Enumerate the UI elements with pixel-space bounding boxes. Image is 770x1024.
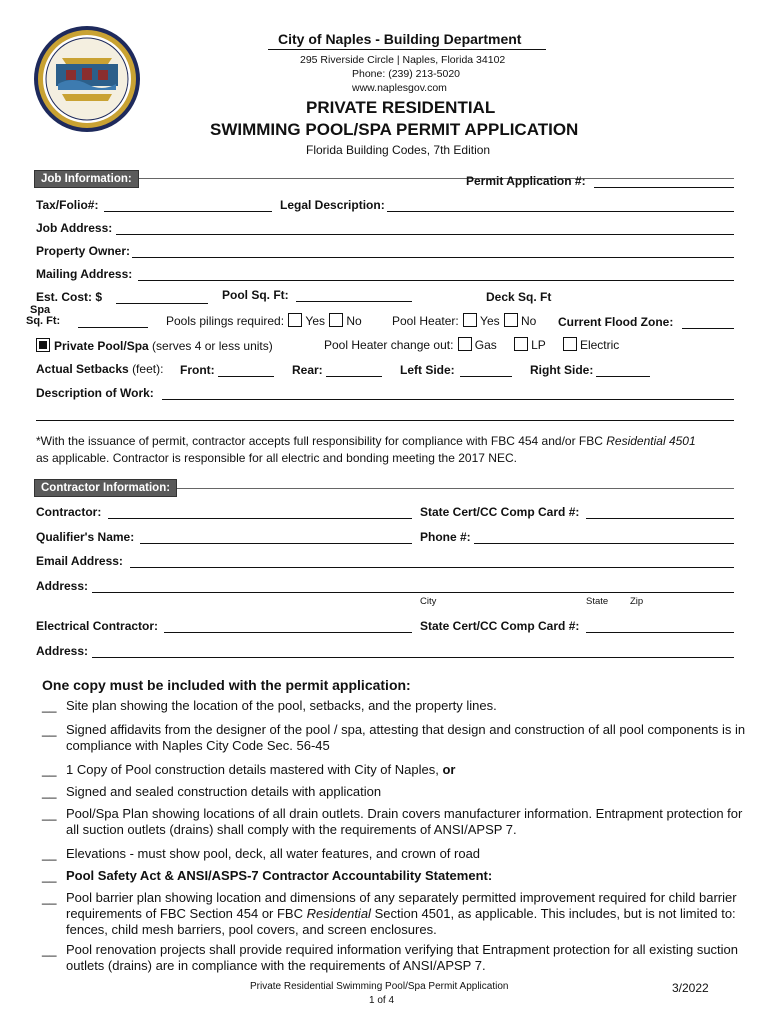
footer-title: Private Residential Swimming Pool/Spa Permit Application (250, 981, 509, 992)
form-title-line2: SWIMMING POOL/SPA PERMIT APPLICATION (210, 120, 579, 139)
description-label: Description of Work: (36, 386, 154, 400)
phone-label: Phone #: (420, 530, 471, 544)
pool-sqft-label: Pool Sq. Ft: (222, 288, 289, 302)
legal-description-field[interactable] (387, 211, 734, 212)
notice-text-a: *With the issuance of permit, contractor accepts full responsibility for compliance with FBC 454 and/or FBC (36, 434, 603, 448)
property-owner-field[interactable] (132, 257, 734, 258)
checklist-text: Site plan showing the location of the pool, setbacks, and the property lines. (66, 698, 497, 713)
section-job-information: Job Information: (34, 170, 139, 188)
city-seal (32, 24, 142, 134)
checklist-blank[interactable]: __ (42, 846, 57, 861)
property-owner-label: Property Owner: (36, 244, 131, 258)
checklist-item (42, 698, 497, 713)
checklist-item (42, 942, 739, 973)
left-side-label: Left Side: (400, 363, 455, 377)
department-name: City of Naples - Building Department (278, 31, 522, 47)
notice-text-e: NEC. (488, 451, 517, 465)
section-contractor-information: Contractor Information: (34, 479, 177, 497)
lp-checkbox[interactable] (514, 337, 528, 351)
private-pool-label: Private Pool/Spa (54, 339, 149, 353)
checklist-text: 1 Copy of Pool construction details mastered with City of Naples, (66, 762, 439, 777)
job-address-label: Job Address: (36, 221, 113, 235)
phone-field[interactable] (474, 543, 734, 544)
mailing-address-field[interactable] (138, 280, 734, 281)
heater-yes-checkbox[interactable] (463, 313, 477, 327)
checklist-blank[interactable]: __ (42, 762, 57, 777)
checklist-blank[interactable]: __ (42, 942, 57, 957)
setbacks-label: Actual Setbacks (36, 362, 129, 376)
legal-description-label: Legal Description: (280, 198, 385, 212)
electrical-contractor-field[interactable] (164, 632, 412, 633)
pilings-no-checkbox[interactable] (329, 313, 343, 327)
department-website: www.naplesgov.com (352, 82, 447, 94)
qualifier-label: Qualifier's Name: (36, 530, 135, 544)
contractor-notice (36, 433, 696, 467)
heater-no-checkbox[interactable] (504, 313, 518, 327)
setbacks-unit: (feet): (132, 362, 164, 376)
tax-folio-field[interactable] (104, 211, 272, 212)
est-cost-field[interactable] (116, 303, 208, 304)
footer-date: 3/2022 (672, 981, 709, 995)
checklist-item (42, 846, 481, 861)
spa-sqft-label-1: Spa (30, 304, 51, 316)
form-title-line1: PRIVATE RESIDENTIAL (306, 98, 496, 117)
spa-sqft-label-2: Sq. Ft: (26, 315, 61, 327)
checklist-text-cont: Section 4501, as applicable. This includes, but is not limited to: fences, child mesh barriers, pool covers, and screen enclosures. (66, 906, 736, 937)
contractor-field[interactable] (108, 518, 412, 519)
description-field-1[interactable] (162, 399, 734, 400)
pools-pilings-group (166, 313, 362, 328)
pool-sqft-field[interactable] (296, 301, 412, 302)
rear-label: Rear: (292, 363, 323, 377)
front-field[interactable] (218, 376, 274, 377)
checklist-blank[interactable]: __ (42, 698, 57, 713)
checklist-item (42, 784, 382, 799)
state-cert2-field[interactable] (586, 632, 734, 633)
qualifier-field[interactable] (140, 543, 412, 544)
contractor-address-field[interactable] (92, 592, 734, 593)
pool-heater-group (392, 313, 536, 328)
mailing-address-label: Mailing Address: (36, 267, 133, 281)
notice-year: 2017 (458, 451, 485, 465)
checklist-blank[interactable]: __ (42, 868, 57, 883)
state-caption: State (586, 596, 609, 607)
checklist-item (42, 722, 746, 753)
est-cost-label: Est. Cost: $ (36, 290, 103, 304)
electric-label: Electric (579, 338, 620, 352)
checklist-heading: One copy must be included with the permit application: (42, 677, 411, 693)
checklist-text: Pool Safety Act & ANSI/ASPS-7 Contractor Accountability Statement: (66, 868, 493, 883)
heater-changeout-group (324, 337, 619, 352)
checklist-blank[interactable]: __ (42, 722, 57, 737)
tax-folio-label: Tax/Folio#: (36, 198, 99, 212)
permit-application-label: Permit Application #: (466, 174, 586, 188)
footer-page: 1 of 4 (369, 995, 395, 1006)
state-cert-field[interactable] (586, 518, 734, 519)
checklist-text: Pool barrier plan showing location and dimensions of any separately permitted improvement required for child barrier requirements of FBC Section 454 or FBC (66, 890, 737, 921)
electrical-address-label: Address: (36, 644, 89, 658)
checklist-item (42, 806, 743, 837)
email-label: Email Address: (36, 554, 123, 568)
pilings-yes-checkbox[interactable] (288, 313, 302, 327)
left-side-field[interactable] (460, 376, 512, 377)
state-cert-label: State Cert/CC Comp Card #: (420, 505, 580, 519)
private-pool-checkbox[interactable] (36, 338, 50, 352)
right-side-field[interactable] (596, 376, 650, 377)
private-pool-group (36, 338, 273, 353)
pilings-yes-label: Yes (305, 314, 325, 328)
permit-application-field[interactable] (594, 187, 734, 188)
checklist-text: Signed affidavits from the designer of the pool / spa, attesting that design and construction of all pool components is in compliance with Naples City Code Sec. 56-45 (66, 722, 746, 753)
front-label: Front: (180, 363, 215, 377)
heater-changeout-label: Pool Heater change out: (324, 338, 454, 352)
checklist-blank[interactable]: __ (42, 806, 57, 821)
department-address: 295 Riverside Circle | Naples, Florida 34102 (300, 54, 506, 66)
checklist-text: Elevations - must show pool, deck, all water features, and crown of road (66, 846, 481, 861)
gas-label: Gas (474, 338, 497, 352)
zip-caption: Zip (630, 596, 644, 607)
electrical-address-field[interactable] (92, 657, 734, 658)
spa-sqft-field[interactable] (78, 327, 148, 328)
right-side-label: Right Side: (530, 363, 594, 377)
description-field-2[interactable] (36, 420, 734, 421)
flood-zone-field[interactable] (682, 328, 734, 329)
department-phone: Phone: (239) 213-5020 (352, 68, 460, 80)
checklist-text: Pool renovation projects shall provide required information verifying that Entrapment protection for all existing suction outlets (drains) are in compliance with the requirements of ANSI/APSP 7. (66, 942, 739, 973)
contractor-label: Contractor: (36, 505, 102, 519)
notice-text-b: Residential 4501 (606, 434, 696, 448)
checklist-text: Signed and sealed construction details with application (66, 784, 382, 799)
checklist-residential: Residential (306, 906, 371, 921)
heater-no-label: No (520, 314, 537, 328)
lp-label: LP (531, 338, 546, 352)
checklist-blank[interactable]: __ (42, 890, 57, 905)
form-subtitle: Florida Building Codes, 7th Edition (306, 143, 491, 157)
notice-text-c: as applicable. Contractor is responsible for all electric and bonding meeting the (36, 451, 455, 465)
checklist-item (42, 762, 456, 777)
checklist-item (42, 890, 737, 937)
rear-field[interactable] (326, 376, 382, 377)
electrical-contractor-label: Electrical Contractor: (36, 619, 159, 633)
checklist-blank[interactable]: __ (42, 784, 57, 799)
pools-pilings-label: Pools pilings required: (166, 314, 285, 328)
deck-sqft-label: Deck Sq. Ft (486, 290, 552, 304)
checklist-or: or (442, 762, 456, 777)
pilings-no-label: No (346, 314, 362, 328)
email-field[interactable] (130, 567, 734, 568)
flood-zone-label: Current Flood Zone: (558, 315, 674, 329)
pool-heater-label: Pool Heater: (392, 314, 459, 328)
setbacks-group (36, 362, 163, 376)
city-caption: City (420, 596, 437, 607)
checklist-item (42, 868, 493, 883)
heater-yes-label: Yes (480, 314, 500, 328)
checklist-text: Pool/Spa Plan showing locations of all drain outlets. Drain covers manufacturer information. Entrapment protection for all suction outlets (drains) shall comply with the requirements of ANSI/APSP 7. (66, 806, 743, 837)
job-address-field[interactable] (116, 234, 734, 235)
state-cert2-label: State Cert/CC Comp Card #: (420, 619, 580, 633)
gas-checkbox[interactable] (458, 337, 472, 351)
contractor-address-label: Address: (36, 579, 89, 593)
private-pool-note: (serves 4 or less units) (152, 339, 273, 353)
electric-checkbox[interactable] (563, 337, 577, 351)
